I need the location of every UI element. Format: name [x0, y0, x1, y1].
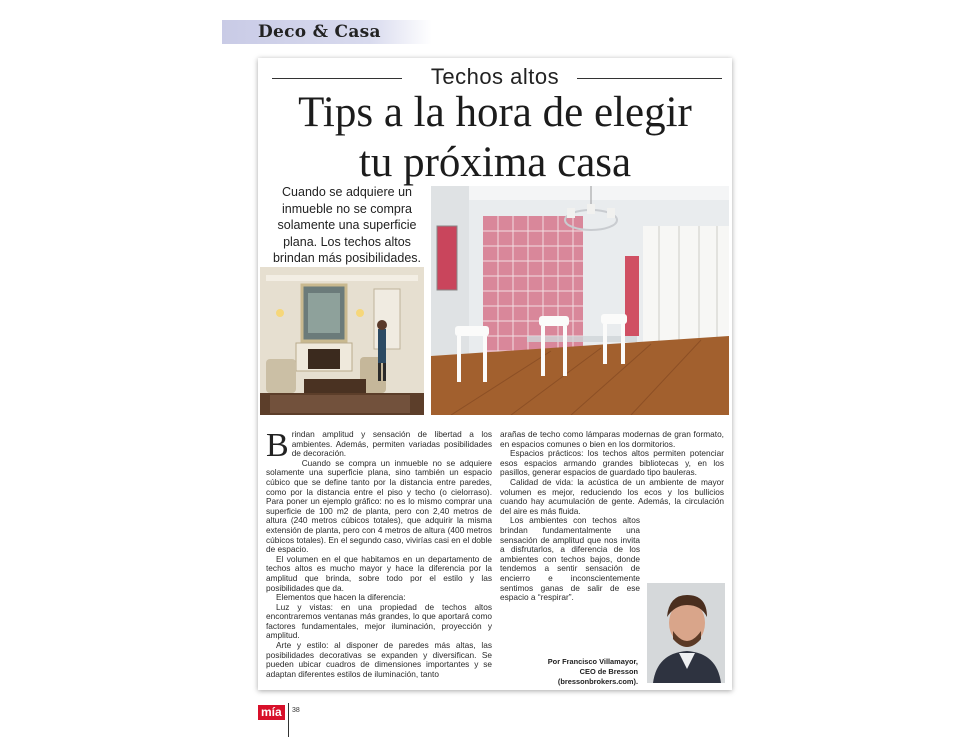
body-paragraph: Arte y estilo: al disponer de paredes más altas, las posibilidades decorativas se expanden y diversifican. Se pueden ubicar cuadros de dimensiones importantes y se adaptan diferentes estilos de iluminación, tanto	[266, 640, 492, 679]
byline	[548, 657, 638, 687]
dining-room-photo	[431, 186, 729, 415]
section-title: Deco & Casa	[258, 22, 381, 42]
magazine-logo: mía	[258, 705, 285, 720]
body-paragraph	[266, 427, 492, 464]
body-paragraph: arañas de techo como lámparas modernas de gran formato, en espacios comunes o bien en los dormitorios.	[500, 429, 724, 449]
body-column-right	[500, 430, 724, 603]
kicker-text: Techos altos	[430, 64, 560, 89]
headline	[258, 88, 732, 188]
body-column-left	[266, 427, 492, 679]
body-paragraph: Cuando se compra un inmueble no se adquiere solamente una superficie plana, sino también un espacio cúbico que se define tanto por la distancia entre paredes, como por la distancia entre el piso y techo (o cielorraso). Para poner un ejemplo gráfico: no es lo mismo comprar una superficie de 100 m2 de planta, pero con 2,40 metros de altura (240 metros cúbicos totales), que adquirir la misma extensión de planta, pero con 4 metros de altura (400 metros cúbicos totales). En el segundo caso, vivirías casi en el doble de espacio.	[266, 457, 492, 555]
deck-text: Cuando se adquiere un inmueble no se compra solamente una superficie plana. Los techos altos brindan más posibilidades.	[272, 185, 421, 265]
body-paragraph: Elementos que hacen la diferencia:	[276, 592, 406, 603]
author-role: CEO de Bresson	[579, 667, 638, 676]
body-paragraph: Los ambientes con techos altos brindan fundamentalmente una sensación de amplitud que nos invita a disfrutarlos, a diferencia de los ambientes con techos bajos, donde tendemos a sentir sensación de encierro e inconscientemente sentimos ganas de salir de ese espacio a “respirar”.	[500, 515, 640, 603]
magazine-page	[258, 58, 732, 690]
kicker	[258, 64, 732, 90]
body-paragraph: Calidad de vida: la acústica de un ambiente de mayor volumen es mejor, reduciendo los ecos y los bullicios cuando hay acumulación de gente. Además, la circulación del aire es más fluida.	[500, 476, 724, 516]
body-paragraph: El volumen en el que habitamos en un departamento de techos altos es mucho mayor y hace la diferencia por la amplitud que brinda, sobre todo por el estilo y las posibilidades que da.	[266, 553, 492, 593]
headline-line-2: tu próxima casa	[358, 139, 632, 186]
body-paragraph: Luz y vistas: en una propiedad de techos altos encontraremos ventanas más grandes, lo que aportará como factores fundamentales, mejor iluminación, proyección y amplitud.	[266, 601, 492, 641]
body-paragraph-text: rindan amplitud y sensación de libertad a los ambientes. Además, permiten variadas posibilidades de decoración.	[291, 429, 492, 459]
author-name: Por Francisco Villamayor,	[547, 657, 638, 666]
author-site: (bressonbrokers.com).	[557, 677, 638, 686]
author-photo	[647, 583, 725, 683]
footer-divider	[288, 703, 289, 737]
page-number: 38	[292, 707, 300, 714]
body-paragraph: Espacios prácticos: los techos altos permiten potenciar esos espacios armando grandes bibliotecas y, en los pasillos, generar espacios de guardado tipo bauleras.	[500, 448, 724, 478]
section-tab	[222, 20, 432, 44]
living-room-photo	[260, 267, 424, 415]
headline-line-1: Tips a la hora de elegir	[298, 89, 692, 136]
drop-cap: B	[266, 427, 289, 464]
kicker-rule-right	[577, 78, 722, 79]
